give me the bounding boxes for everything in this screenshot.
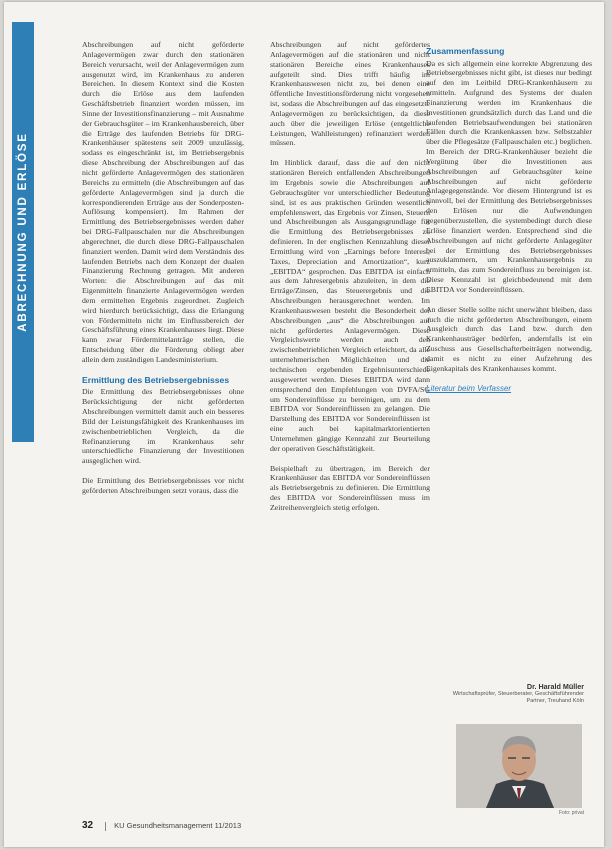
body-paragraph: Da es sich allgemein eine korrekte Abgrenzung des Betriebsergebnisses nicht gibt, ist dieses nur bedingt auf den im Leitbild DRG-Krankenhäusern zu ermitteln. Aufgrund des Systems der dualen Finanzierung werden im Krankenhaus die Investitionen grundsätzlich durch das Land und die laufenden Betriebsaufwendungen bei stationären Fällen durch die Krankenkassen bzw. Selbstzahler über die Pflegesätze (Fallpauschalen etc.) beglichen. Im Bereich der DRG-Krankenhäuser bezieht die Vergütung über die Investitionen aus Abschreibungen auf Gebrauchsgüter keine Abschreibungen auf nicht geförderte Anlagegegenstände. Vor diesem Hintergrund ist es sinnvoll, bei der Ermittlung des Betriebsergebnisses den Erlösen nur die Aufwendungen gegenüberzustellen, die systembedingt durch diese Erlöse finanziert werden. Entsprechend sind die Abschreibungen auf nicht geförderte Anlagegüter bei der Ermittlung des Betriebsergebnisses auszuklammern, um Krankenhausergebnis zu ermitteln, das zum Sondereinfluss zu bereinigen ist. Diese Kennzahl ist gleichbedeutend mit dem EBITDA vor Sondereinflüssen. xyxy=(426,58,592,294)
page-footer xyxy=(82,820,241,831)
body-paragraph: Im Hinblick darauf, dass die auf den nicht stationären Bereich entfallenden Abschreibungen im Ergebnis sowie die Abschreibungen auf Gebrauchsgüter vor unterschiedlicher Bedeutung sind, ist es aus praktischen Gründen wesentlich empfehlenswert, das Ergebnis vor Zinsen, Steuern und Abschreibungen als Ausgangsgrundlage für die Ermittlung des Betriebsergebnisses zu definieren. In der englischen Kennzahlung dieser Ermittlung wird von „Earnings before Interest, Taxes, Depreciation and Amortization“, kurz „EBITDA“ gesprochen. Das EBITDA ist einfach aus dem Jahresergebnis abzuleiten, in dem die Erträge/Zinsen, das Steuerergebnis und die Abschreibungen herausgerechnet werden. Im Krankenhauswesen besteht die Besonderheit der Abschreibungen „aus“ die Abschreibungen auf nicht gefördertes Anlagevermögen. Diese Vergleichswerte werden auch den zwischenbetrieblichen Vergleich erleichtert, da alle unternehmerischen Möglichkeiten und die technischen ergebenden Ergebnisunterschiede ausgewertet werden. Dieses EBITDA wird dann entsprechend den Empfehlungen von DVFA/SG um Sondereinflüsse zu bereinigen, um zu dem EBITDA vor Sondereinflüssen zu gelangen. Die Darstellung des EBITDA vor Sondereinflüssen ist eine auch bei kapitalmarktorientierten Unternehmen gängige Kennzahl zur Beurteilung der operativen Geschäftstätigkeit. xyxy=(270,158,430,453)
footer-divider xyxy=(105,822,106,831)
body-paragraph: Die Ermittlung des Betriebsergebnisses vor nicht geförderten Abschreibungen setzt voraus, dass die xyxy=(82,476,244,495)
author-photo xyxy=(456,724,582,808)
publication-name: KU Gesundheitsmanagement 11/2013 xyxy=(114,821,242,830)
author-info xyxy=(444,682,584,705)
page-number: 32 xyxy=(82,820,94,831)
photo-credit: Foto: privat xyxy=(558,810,584,816)
section-heading: Zusammenfassung xyxy=(426,46,505,56)
body-paragraph: Die Ermittlung des Betriebsergebnisses ohne Berücksichtigung der nicht geförderten Abschreibungen vermittelt damit auch ein besseres Bild der Leistungsfähigkeit des Krankenhauses im zwischenbetrieblichen Vergleich, da die Refinanzierung im Krankenhaus sehr unterschiedliche Finanzierung der Investitionen ausgeglichen wird. xyxy=(82,387,244,466)
section-sidebar xyxy=(12,22,34,442)
body-paragraph: Abschreibungen auf nicht geförderte Anlagevermögen zwar durch den stationären Bereich verursacht, weil der Anlagevermögen zum ausgenutzt wird, im Krankenhaus zu anderen Bereichen. In diesem Kontext sind die Kosten durch die Erlöse aus dem laufenden Geschäftsbetrieb finanziert worden müssen, im Sinne der Investitionsfinanzierung – mit Ausnahme der Gebrauchsgüter – im Krankenhausbereich, über die Erträge des laufenden Betriebs für DRG-Krankenhäuser spätestens seit 2009 unzulässig, sodass es eingeschränkt ist, im Betriebsergebnis diese Abschreibung der Abschreibungen auf das nicht geförderte Anlagevermögen des stationären Bereichs zu ermitteln (die Abschreibungen auf das geförderte Anlagevermögen sind ja durch die korrespondierenden Erträge aus der Sonderposten-Auflösung kompensiert). Im Rahmen der Ermittlung des Betriebsergebnisses werden daher bei DRG-Fallpauschalen nur die Abschreibungen abgerechnet, die durch diese DRG-Fallpauschalen finanziert werden. Damit wird dem Verständnis des laufenden Betriebs nach dem Konzept der dualen Finanzierung Rechnung getragen. Mit anderen Worten: die Abschreibungen auf das mit Eigenmitteln finanzierte Anlagevermögen werden dem ermittelten Ergebnis zugeordnet. Zugleich wird hierdurch berücksichtigt, dass die Erlangung von Fördermitteln nicht im Einflussbereich der Geschäftsführung eines Krankenhauses liegt. Diese kann zwar Fördermittelanträge stellen, die Entscheidung über die Förderung obliegt aber allein dem zuständigen Landesministerium. xyxy=(82,40,244,364)
text-column-1 xyxy=(82,40,244,506)
portrait-image xyxy=(456,724,582,808)
body-paragraph: Beispielhaft zu übertragen, im Bereich der Krankenhäuser das EBITDA vor Sondereinflüssen als Betriebsergebnis zu definieren. Die Ermittlung des EBITDA vor Sondereinflüssen muss im Zeitreihenvergleich stetig erfolgen. xyxy=(270,463,430,512)
section-heading: Ermittlung des Betriebsergebnisses xyxy=(82,374,230,385)
literature-link[interactable]: Literatur beim Verfasser xyxy=(426,383,512,393)
text-column-3 xyxy=(426,40,592,404)
body-paragraph: An dieser Stelle sollte nicht unerwähnt bleiben, dass auch die nicht geförderten Abschreibungen, einem Ausgleich durch das Land bzw. durch den Krankenhausträger bedürfen, andernfalls ist ein Zuschuss aus Gesellschafterbeiträgen notwendig, damit es nicht zu einer Aufzehrung des Eigenkapitals des Krankenhauses kommt. xyxy=(426,304,592,373)
text-column-2 xyxy=(270,40,430,523)
section-title: ABRECHNUNG UND ERLÖSE xyxy=(17,132,29,332)
author-role: Wirtschaftsprüfer, Steuerberater, Geschäftsführender Partner, Treuhand Köln xyxy=(452,691,584,704)
magazine-page xyxy=(4,2,604,847)
author-name: Dr. Harald Müller xyxy=(526,682,584,691)
body-paragraph: Abschreibungen auf nicht gefördertes Anlagevermögen auf die stationären und nicht stationären Bereiche eines Krankenhauses aufgeteilt sind. Dies trifft häufig im Krankenhauswesen nicht zu, bei denen eine öffentliche Investitionsförderung nicht vorgesehen ist, sodass die Abschreibungen auf das eingesetzte Anlagevermögen zu berücksichtigen, da diese auch über die jeweiligen Erlöse (entgeltliche Leistungen, Wahlleistungen) refinanziert werden müssen. xyxy=(270,40,430,148)
